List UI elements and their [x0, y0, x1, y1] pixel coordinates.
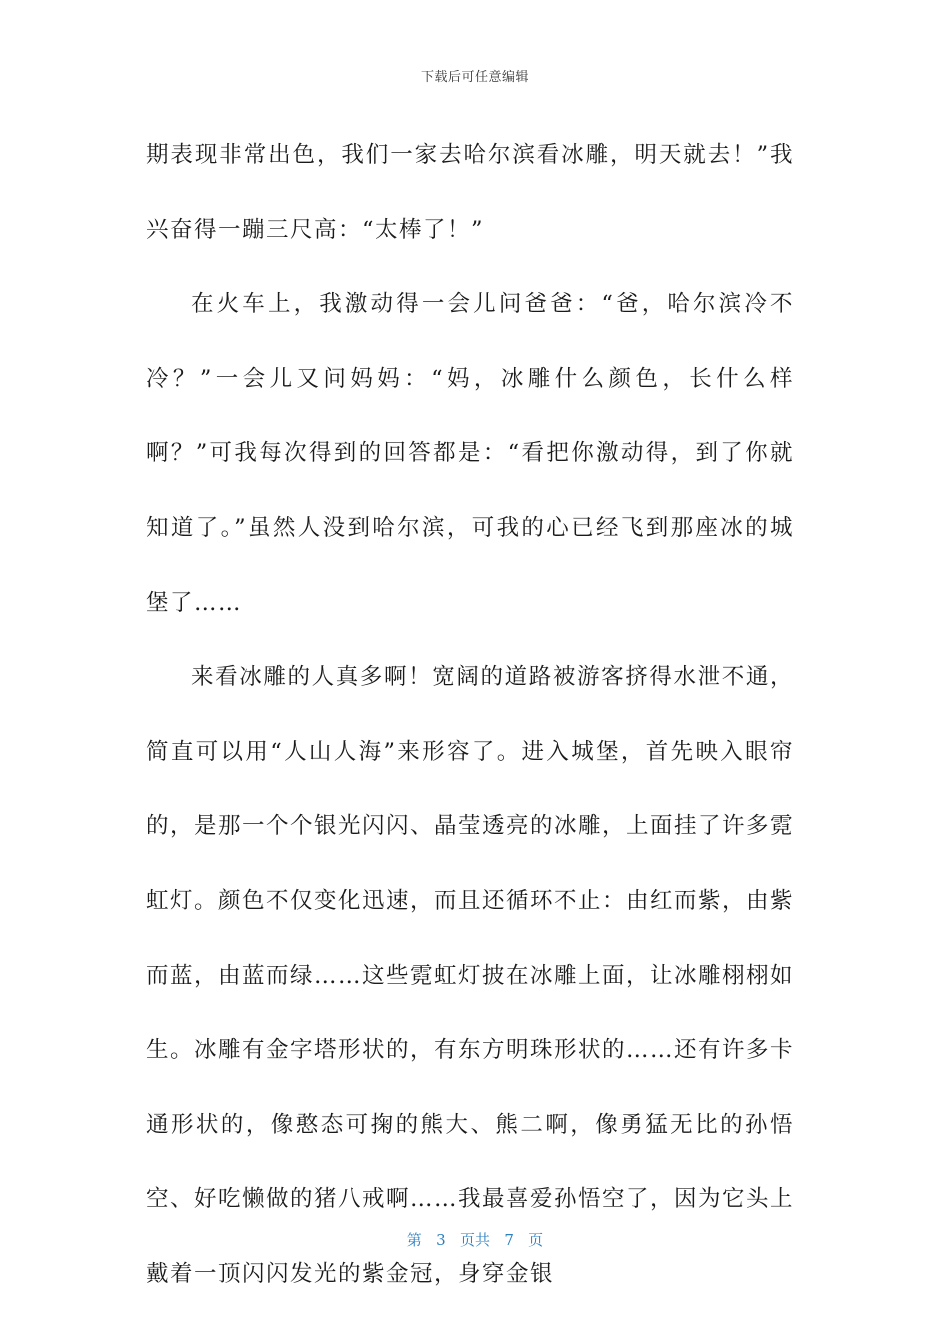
paragraph-2: 在火车上，我激动得一会儿问爸爸：“爸，哈尔滨冷不冷？”一会儿又问妈妈：“妈，冰雕什么颜色，长什么样啊？”可我每次得到的回答都是：“看把你激动得，到了你就知道了。”虽然人没到哈尔滨，可我的心已经飞到那座冰的城堡了……	[146, 291, 794, 616]
page-suffix: 页	[528, 1231, 544, 1249]
paragraph-1: 期表现非常出色，我们一家去哈尔滨看冰雕，明天就去！”我兴奋得一蹦三尺高：“太棒了！”	[146, 142, 794, 243]
page-footer	[0, 1229, 950, 1250]
header-note: 下载后可任意编辑	[420, 70, 529, 85]
body-text	[146, 118, 794, 1312]
total-pages-number: 7	[504, 1231, 514, 1249]
current-page-number: 3	[436, 1231, 446, 1249]
paragraph-3: 来看冰雕的人真多啊！宽阔的道路被游客挤得水泄不通，简直可以用“人山人海”来形容了。进入城堡，首先映入眼帘的，是那一个个银光闪闪、晶莹透亮的冰雕，上面挂了许多霓虹灯。颜色不仅变化迅速，而且还循环不止：由红而紫，由紫而蓝，由蓝而绿……这些霓虹灯披在冰雕上面，让冰雕栩栩如生。冰雕有金字塔形状的，有东方明珠形状的……还有许多卡通形状的，像憨态可掬的熊大、熊二啊，像勇猛无比的孙悟空、好吃懒做的猪八戒啊……我最喜爱孙悟空了，因为它头上戴着一顶闪闪发光的紫金冠，身穿金银	[146, 664, 795, 1287]
page-middle: 页共	[459, 1231, 490, 1249]
page-prefix: 第	[406, 1231, 422, 1249]
